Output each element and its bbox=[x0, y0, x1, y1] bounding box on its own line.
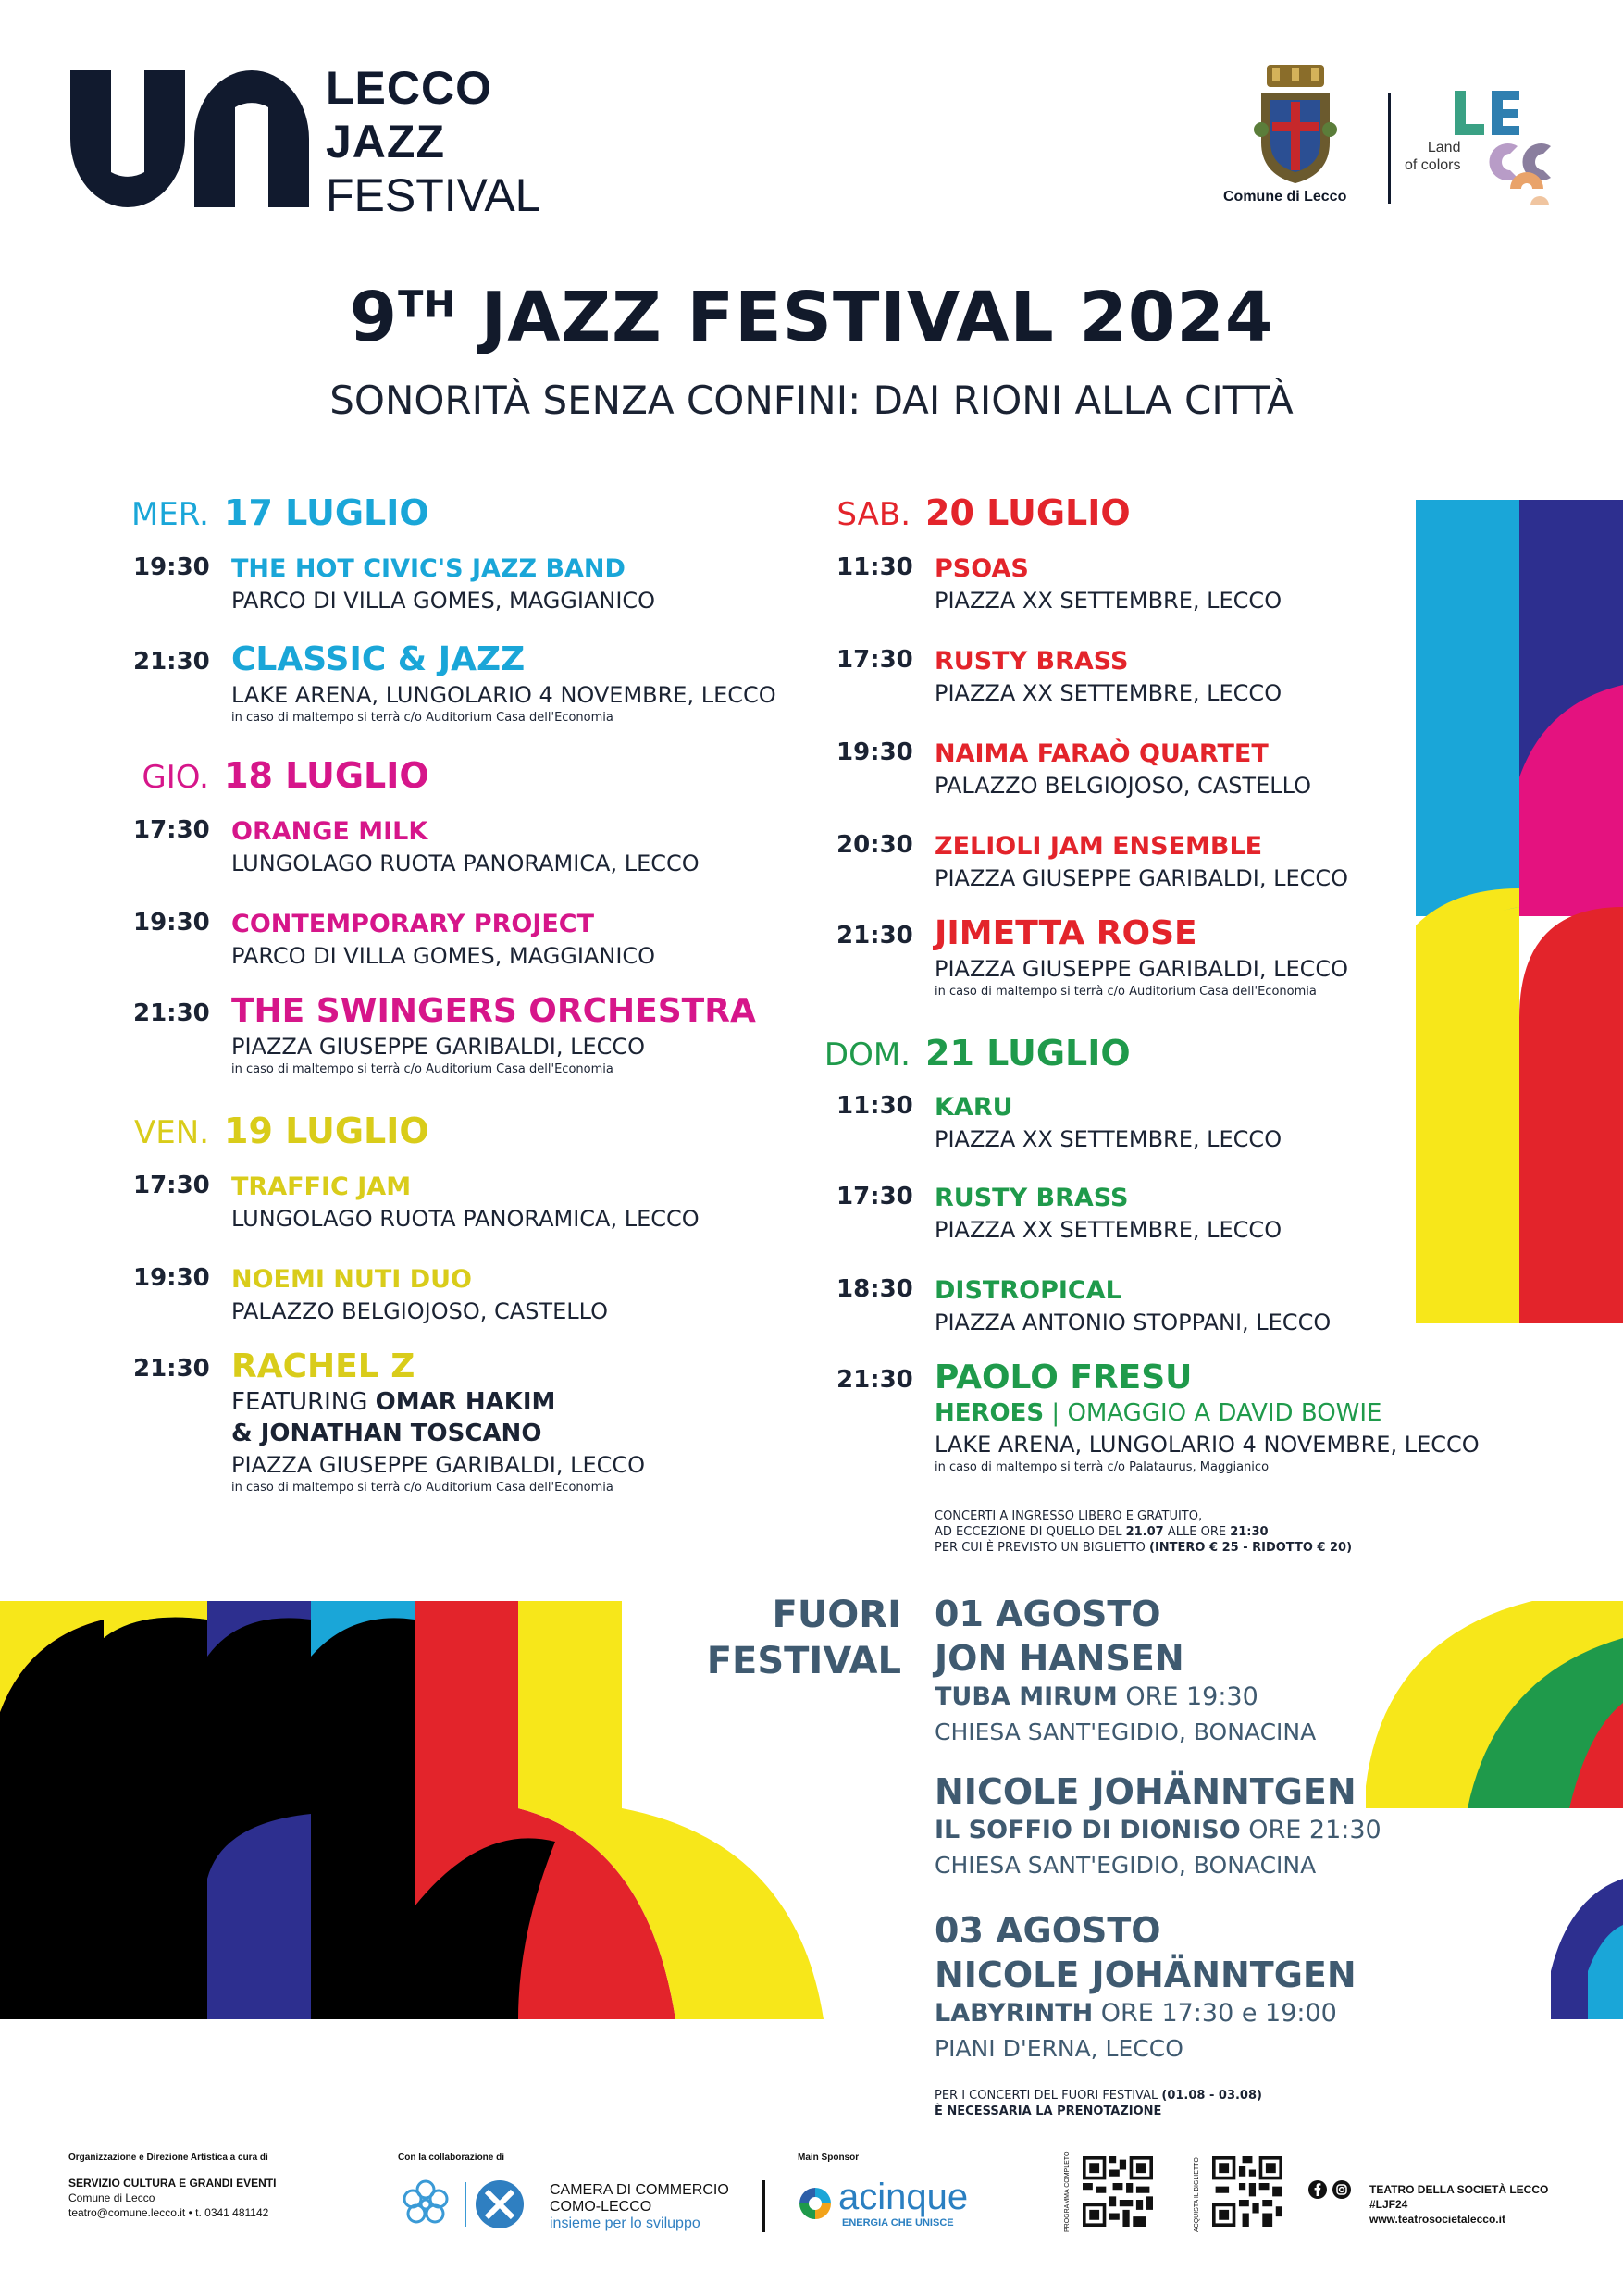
day-header-wed bbox=[118, 492, 429, 533]
event-name: CLASSIC & JAZZ bbox=[231, 640, 526, 678]
camera-line1: CAMERA DI COMMERCIO bbox=[550, 2182, 729, 2198]
sponsor-tagline: ENERGIA CHE UNISCE bbox=[842, 2217, 954, 2228]
event-note: in caso di maltempo si terrà c/o Auditorium Casa dell'Economia bbox=[231, 711, 613, 725]
fuori-work-title: LABYRINTH bbox=[935, 1999, 1094, 2028]
fuori-work-time: ORE 19:30 bbox=[1125, 1682, 1258, 1711]
festival-logo-text bbox=[326, 61, 540, 222]
t2d: 21:30 bbox=[1230, 1525, 1269, 1539]
instagram-icon[interactable] bbox=[1332, 2180, 1351, 2199]
event-location: PALAZZO BELGIOJOSO, CASTELLO bbox=[935, 773, 1312, 799]
event-name: NAIMA FARAÒ QUARTET bbox=[935, 739, 1269, 768]
t3b: (INTERO € 25 - RIDOTTO € 20) bbox=[1149, 1541, 1353, 1555]
festival-logo-mark bbox=[70, 70, 309, 207]
festival-subtitle: SONORITÀ SENZA CONFINI: DAI RIONI ALLA CITTÀ bbox=[329, 378, 1294, 423]
day-header-sun bbox=[820, 1033, 1131, 1074]
land-text: Land bbox=[1427, 140, 1461, 155]
event-time: 17:30 bbox=[133, 1172, 210, 1199]
logo-line-jazz: JAZZ bbox=[326, 116, 445, 168]
fuori-note-line2: È NECESSARIA LA PRENOTAZIONE bbox=[935, 2104, 1162, 2118]
event-time: 19:30 bbox=[133, 909, 210, 937]
event-time: 19:30 bbox=[133, 553, 210, 581]
event-name: THE SWINGERS ORCHESTRA bbox=[231, 992, 756, 1030]
event-location: LAKE ARENA, LUNGOLARIO 4 NOVEMBRE, LECCO bbox=[935, 1432, 1480, 1458]
fuori-work bbox=[935, 1814, 1381, 1847]
featuring-names: OMAR HAKIM bbox=[375, 1388, 556, 1416]
day-name: GIO. bbox=[142, 759, 209, 796]
fuori-label-line2: FESTIVAL bbox=[706, 1640, 901, 1682]
camera-line2: COMO-LECCO bbox=[550, 2199, 652, 2215]
qr-program-icon[interactable] bbox=[1083, 2156, 1153, 2227]
ticket-line-3 bbox=[935, 1540, 1352, 1556]
fnb: (01.08 - 03.08) bbox=[1161, 2089, 1262, 2103]
event-location: PARCO DI VILLA GOMES, MAGGIANICO bbox=[231, 943, 656, 969]
event-name: DISTROPICAL bbox=[935, 1276, 1121, 1305]
event-name: TRAFFIC JAM bbox=[231, 1173, 412, 1201]
t3a: PER CUI È PREVISTO UN BIGLIETTO bbox=[935, 1541, 1146, 1555]
qr-ticket-label: ACQUISTA IL BIGLIETTO bbox=[1194, 2157, 1200, 2232]
featuring-label: FEATURING bbox=[231, 1388, 368, 1416]
title-text: JAZZ FESTIVAL 2024 bbox=[480, 278, 1274, 357]
fna: PER I CONCERTI DEL FUORI FESTIVAL bbox=[935, 2089, 1158, 2103]
decor-shapes-bottom-right bbox=[1366, 1601, 1623, 2019]
event-note: in caso di maltempo si terrà c/o Auditorium Casa dell'Economia bbox=[231, 1062, 613, 1076]
day-header-thu bbox=[118, 755, 429, 796]
sponsor-name: acinque bbox=[838, 2177, 969, 2217]
event-location: LUNGOLAGO RUOTA PANORAMICA, LECCO bbox=[231, 1206, 700, 1232]
org-sub: Comune di Lecco bbox=[68, 2191, 155, 2204]
fuori-performer: JON HANSEN bbox=[935, 1638, 1184, 1679]
collab-flower-icon bbox=[398, 2177, 453, 2232]
fuori-event-3 bbox=[935, 1908, 1357, 2067]
event-featuring-line2: & JONATHAN TOSCANO bbox=[231, 1420, 542, 1447]
org-phone: t. 0341 481142 bbox=[195, 2206, 269, 2219]
event-time: 17:30 bbox=[836, 1183, 913, 1210]
teatro-name: TEATRO DELLA SOCIETÀ LECCO bbox=[1369, 2183, 1549, 2196]
lecco-land-of-colors-logo bbox=[1453, 85, 1555, 205]
of-colors-text: of colors bbox=[1405, 157, 1461, 173]
footer-divider bbox=[762, 2180, 765, 2232]
fuori-location: CHIESA SANT'EGIDIO, BONACINA bbox=[935, 1719, 1317, 1745]
decor-shapes-right bbox=[1416, 500, 1623, 1323]
subtitle-rest: OMAGGIO A DAVID BOWIE bbox=[1067, 1399, 1382, 1427]
fuori-work-time: ORE 17:30 e 19:00 bbox=[1100, 1999, 1337, 2028]
teatro-website[interactable]: www.teatrosocietalecco.it bbox=[1369, 2213, 1505, 2226]
event-time: 21:30 bbox=[836, 1366, 913, 1394]
day-header-fri bbox=[118, 1111, 429, 1151]
event-note: in caso di maltempo si terrà c/o Auditorium Casa dell'Economia bbox=[935, 985, 1317, 999]
event-time: 11:30 bbox=[836, 553, 913, 581]
org-email[interactable]: teatro@comune.lecco.it bbox=[68, 2206, 186, 2219]
event-name: ORANGE MILK bbox=[231, 817, 428, 846]
event-location: PIAZZA GIUSEPPE GARIBALDI, LECCO bbox=[935, 956, 1349, 982]
t2b: 21.07 bbox=[1125, 1525, 1164, 1539]
event-time: 19:30 bbox=[133, 1264, 210, 1292]
event-time: 21:30 bbox=[133, 1355, 210, 1383]
header-divider bbox=[1388, 93, 1391, 204]
event-name: CONTEMPORARY PROJECT bbox=[231, 910, 595, 938]
event-location: LUNGOLAGO RUOTA PANORAMICA, LECCO bbox=[231, 850, 700, 876]
ticket-line-1: CONCERTI A INGRESSO LIBERO E GRATUITO, bbox=[935, 1509, 1203, 1523]
day-header-sat bbox=[820, 492, 1131, 533]
day-date: 21 LUGLIO bbox=[925, 1033, 1131, 1074]
comune-label: Comune di Lecco bbox=[1223, 189, 1347, 205]
camera-commercio-icon bbox=[474, 2178, 526, 2230]
fuori-date: 01 AGOSTO bbox=[935, 1594, 1161, 1634]
fuori-location: PIANI D'ERNA, LECCO bbox=[935, 2035, 1183, 2062]
title-number: 9 bbox=[349, 278, 399, 357]
event-location: PIAZZA XX SETTEMBRE, LECCO bbox=[935, 680, 1282, 706]
event-location: LAKE ARENA, LUNGOLARIO 4 NOVEMBRE, LECCO bbox=[231, 682, 776, 708]
logo-line-lecco: LECCO bbox=[326, 62, 492, 114]
ticket-line-2 bbox=[935, 1524, 1352, 1540]
event-location: PIAZZA GIUSEPPE GARIBALDI, LECCO bbox=[231, 1452, 646, 1478]
event-location: PIAZZA XX SETTEMBRE, LECCO bbox=[935, 1126, 1282, 1152]
comune-crest-icon bbox=[1254, 65, 1337, 185]
event-name: RUSTY BRASS bbox=[935, 1184, 1129, 1212]
event-location: PIAZZA GIUSEPPE GARIBALDI, LECCO bbox=[231, 1034, 646, 1060]
ticket-info-note bbox=[935, 1508, 1352, 1556]
camera-commercio-text bbox=[550, 2182, 729, 2232]
fuori-work bbox=[935, 1997, 1357, 2030]
org-sep: • bbox=[188, 2206, 192, 2219]
event-name: RUSTY BRASS bbox=[935, 647, 1129, 676]
title-ordinal-suffix: TH bbox=[398, 283, 456, 327]
logo-line-festival: FESTIVAL bbox=[326, 169, 541, 221]
day-date: 20 LUGLIO bbox=[925, 492, 1131, 533]
day-name: SAB. bbox=[836, 496, 911, 533]
fuori-festival-label bbox=[685, 1592, 901, 1684]
event-time: 11:30 bbox=[836, 1092, 913, 1120]
event-note: in caso di maltempo si terrà c/o Auditorium Casa dell'Economia bbox=[231, 1481, 613, 1495]
t2c: ALLE ORE bbox=[1167, 1525, 1227, 1539]
event-name: PAOLO FRESU bbox=[935, 1359, 1193, 1396]
event-note: in caso di maltempo si terrà c/o Palataurus, Maggianico bbox=[935, 1460, 1270, 1474]
day-name: MER. bbox=[130, 496, 209, 533]
event-location: PIAZZA ANTONIO STOPPANI, LECCO bbox=[935, 1309, 1332, 1335]
event-name: KARU bbox=[935, 1093, 1013, 1122]
day-date: 17 LUGLIO bbox=[224, 492, 429, 533]
event-location: PIAZZA XX SETTEMBRE, LECCO bbox=[935, 1217, 1282, 1243]
subtitle-bold: HEROES bbox=[935, 1399, 1045, 1427]
fuori-performer: NICOLE JOHÄNNTGEN bbox=[935, 1955, 1357, 1995]
fuori-work bbox=[935, 1681, 1316, 1714]
collab-divider bbox=[465, 2182, 466, 2227]
event-location: PIAZZA GIUSEPPE GARIBALDI, LECCO bbox=[935, 865, 1349, 891]
festival-title bbox=[0, 278, 1623, 357]
footer-organization bbox=[68, 2153, 383, 2220]
qr-ticket-icon[interactable] bbox=[1212, 2156, 1282, 2227]
sponsor-label: Main Sponsor bbox=[798, 2153, 860, 2163]
fuori-work-time: ORE 21:30 bbox=[1248, 1816, 1381, 1844]
event-name: ZELIOLI JAM ENSEMBLE bbox=[935, 832, 1263, 861]
org-name: SERVIZIO CULTURA E GRANDI EVENTI bbox=[68, 2177, 277, 2190]
event-name: RACHEL Z bbox=[231, 1347, 415, 1385]
day-name: DOM. bbox=[824, 1036, 911, 1074]
subtitle-separator: | bbox=[1051, 1399, 1060, 1427]
day-name: VEN. bbox=[134, 1114, 209, 1151]
fuori-date: 03 AGOSTO bbox=[935, 1910, 1161, 1951]
event-name: THE HOT CIVIC'S JAZZ BAND bbox=[231, 554, 626, 583]
fuori-performer: NICOLE JOHÄNNTGEN bbox=[935, 1771, 1357, 1812]
event-name: PSOAS bbox=[935, 554, 1029, 583]
event-subtitle bbox=[935, 1397, 1480, 1429]
collab-label: Con la collaborazione di bbox=[398, 2153, 505, 2163]
fuori-booking-note bbox=[935, 2088, 1262, 2119]
event-location: PALAZZO BELGIOJOSO, CASTELLO bbox=[231, 1298, 609, 1324]
org-contacts bbox=[68, 2205, 383, 2220]
fuori-work-title: TUBA MIRUM bbox=[935, 1682, 1118, 1711]
t2a: AD ECCEZIONE DI QUELLO DEL bbox=[935, 1525, 1122, 1539]
event-time: 18:30 bbox=[836, 1275, 913, 1303]
event-location: PIAZZA XX SETTEMBRE, LECCO bbox=[935, 588, 1282, 614]
day-date: 18 LUGLIO bbox=[224, 755, 429, 796]
fuori-label-line1: FUORI bbox=[772, 1594, 901, 1636]
teatro-hashtag: #LJF24 bbox=[1369, 2198, 1408, 2211]
fuori-work-title: IL SOFFIO DI DIONISO bbox=[935, 1816, 1241, 1844]
org-label: Organizzazione e Direzione Artistica a cura di bbox=[68, 2153, 268, 2163]
event-time: 17:30 bbox=[836, 646, 913, 674]
event-time: 19:30 bbox=[836, 738, 913, 766]
event-time: 21:30 bbox=[133, 999, 210, 1027]
fuori-location: CHIESA SANT'EGIDIO, BONACINA bbox=[935, 1852, 1317, 1879]
facebook-icon[interactable] bbox=[1308, 2180, 1327, 2199]
event-time: 17:30 bbox=[133, 816, 210, 844]
event-time: 21:30 bbox=[836, 922, 913, 949]
teatro-info bbox=[1369, 2182, 1548, 2227]
event-name: JIMETTA ROSE bbox=[935, 914, 1197, 952]
day-date: 19 LUGLIO bbox=[224, 1111, 429, 1151]
acinque-swirl-icon bbox=[796, 2184, 835, 2223]
camera-line3: insieme per lo sviluppo bbox=[550, 2215, 700, 2231]
event-time: 21:30 bbox=[133, 648, 210, 676]
event-location: PARCO DI VILLA GOMES, MAGGIANICO bbox=[231, 588, 656, 614]
footer-collaboration bbox=[398, 2153, 768, 2163]
fuori-event-2 bbox=[935, 1769, 1381, 1884]
fuori-note-line1 bbox=[935, 2088, 1262, 2104]
event-featuring bbox=[231, 1386, 645, 1418]
fuori-event-1 bbox=[935, 1592, 1316, 1751]
event-name: NOEMI NUTI DUO bbox=[231, 1265, 472, 1294]
event-time: 20:30 bbox=[836, 831, 913, 859]
qr-program-label: PROGRAMMA COMPLETO bbox=[1064, 2151, 1071, 2232]
